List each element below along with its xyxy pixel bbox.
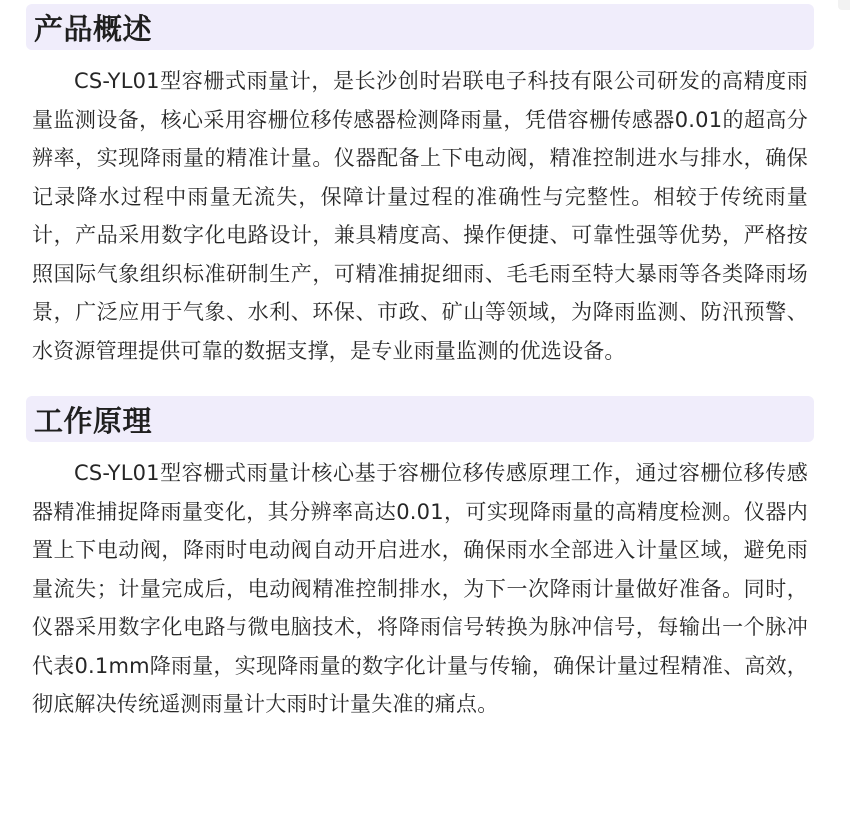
document-page	[26, 4, 814, 724]
section-header	[26, 396, 814, 442]
section-title: 产品概述	[34, 11, 153, 46]
section-working-principle	[26, 396, 814, 724]
section-paragraph: CS-YL01型容栅式雨量计核心基于容栅位移传感原理工作，通过容栅位移传感器精准捕捉降雨量变化，其分辨率高达0.01，可实现降雨量的高精度检测。仪器内置上下电动阀，降雨时电动阀自动开启进水，确保雨水全部进入计量区域，避免雨量流失；计量完成后，电动阀精准控制排水，为下一次降雨计量做好准备。同时，仪器采用数字化电路与微电脑技术，将降雨信号转换为脉冲信号，每输出一个脉冲代表0.1mm降雨量，实现降雨量的数字化计量与传输，确保计量过程精准、高效，彻底解决传统遥测雨量计大雨时计量失准的痛点。	[32, 461, 808, 716]
section-header	[26, 4, 814, 50]
section-title: 工作原理	[34, 403, 153, 438]
section-spacer	[26, 370, 814, 396]
section-product-overview	[26, 4, 814, 370]
section-paragraph: CS-YL01型容栅式雨量计，是长沙创时岩联电子科技有限公司研发的高精度雨量监测设备，核心采用容栅位移传感器检测降雨量，凭借容栅传感器0.01的超高分辨率，实现降雨量的精准计量。仪器配备上下电动阀，精准控制进水与排水，确保记录降水过程中雨量无流失，保障计量过程的准确性与完整性。相较于传统雨量计，产品采用数字化电路设计，兼具精度高、操作便捷、可靠性强等优势，严格按照国际气象组织标准研制生产，可精准捕捉细雨、毛毛雨至特大暴雨等各类降雨场景，广泛应用于气象、水利、环保、市政、矿山等领域，为降雨监测、防汛预警、水资源管理提供可靠的数据支撑，是专业雨量监测的优选设备。	[32, 69, 808, 363]
scrollbar-corner	[838, 0, 850, 10]
